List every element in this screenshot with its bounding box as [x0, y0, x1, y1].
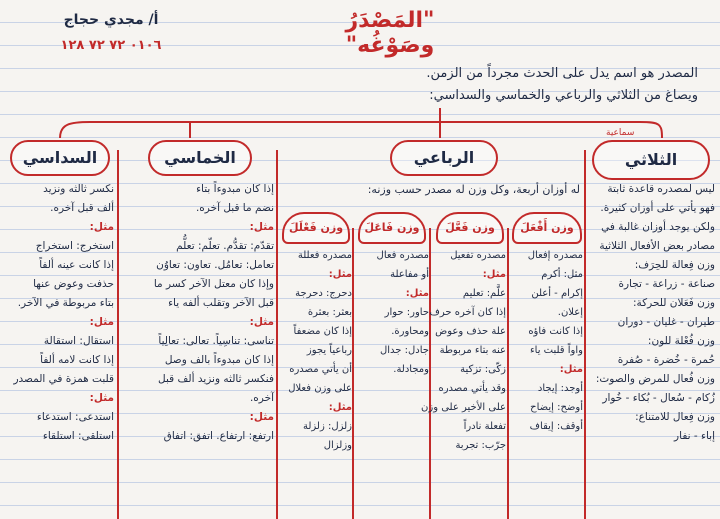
- fa3ala-line: مثل:: [482, 269, 506, 280]
- khumasi-line: آخره.: [249, 392, 274, 404]
- fa3ala-line: إذا كان آخره حرف: [429, 307, 506, 318]
- khumasi-line: مثل:: [249, 221, 274, 233]
- fa3lala-line: بعثر: بعثرة: [307, 307, 352, 318]
- faala-line: جادل: جدال: [380, 345, 429, 356]
- teacher-phone: ٠١٠٦ ٧٢ ٧٢ ١٢٨: [60, 38, 162, 53]
- formation-line: ويصاغ من الثلاثي والرباعي والخماسي والسداسي:: [429, 88, 698, 103]
- rubai-sub-fa3ala: وزن فَعَّلَ: [436, 212, 504, 244]
- khumasi-line: إذا كان مبدوءاً بتاء: [196, 183, 274, 195]
- afala-line: مثل: أكرم: [541, 269, 583, 280]
- fa3lala-line: مثل:: [328, 269, 352, 280]
- fa3lala-line: مثل:: [328, 402, 352, 413]
- fa3ala-line: جرّب: تجربة: [455, 440, 506, 451]
- afala-column: [511, 246, 583, 436]
- afala-line: إعلان.: [557, 307, 583, 318]
- sudasi-line: نكسر ثالثه ونزيد: [43, 183, 114, 195]
- teacher-name: أ/ مجدي حجاج: [63, 12, 159, 28]
- faala-line: مصدره فعال: [376, 250, 429, 261]
- faala-line: ومجادلة.: [393, 364, 429, 375]
- fa3ala-line: على الأخير على وزن: [421, 402, 506, 413]
- fa3lala-line: أن يأتي مصدره: [289, 364, 352, 375]
- fa3lala-line: رباعياً يجوز: [306, 345, 352, 356]
- sudasi-column: [4, 180, 114, 446]
- thulathi-note: سماعية: [606, 128, 635, 138]
- afala-line: إكرام - أعلن: [531, 288, 583, 299]
- rubai-sub-faala: وزن فَاعَلَ: [358, 212, 426, 244]
- sudasi-line: مثل:: [89, 316, 114, 328]
- fa3ala-line: مصدره تفعيل: [450, 250, 506, 261]
- fa3ala-line: زكّى: تزكية: [460, 364, 506, 375]
- khumasi-line: مثل:: [249, 411, 274, 423]
- thulathi-line: وزن فِعال للامتناع:: [635, 411, 715, 423]
- khumasi-line: وإذا كان معتل الآخر كسر ما: [153, 278, 274, 290]
- khumasi-line: مثل:: [249, 316, 274, 328]
- sudasi-line: مثل:: [89, 392, 114, 404]
- thulathi-column: [590, 180, 715, 446]
- sudasi-line: حذفت وعوض عنها: [33, 278, 114, 290]
- khumasi-line: تعامل: تعامُل. تعاون: تعاوُن: [156, 259, 274, 271]
- rubai-sub-afala: وزن أَفْعَلَ: [512, 212, 582, 244]
- khumasi-line: قبل الآخر وتقلب ألفه ياء: [168, 297, 274, 309]
- afala-line: مثل:: [559, 364, 583, 375]
- page-title: "المَصْدَرُ وصَوْغُه": [345, 8, 435, 58]
- fa3ala-line: عنه بتاء مربوطة: [439, 345, 506, 356]
- branch-thulathi: الثلاثي: [592, 140, 710, 180]
- branch-rubai: الرباعي: [390, 140, 498, 176]
- sudasi-line: استدعى: استدعاء: [36, 411, 114, 423]
- khumasi-line: تقدّم: تقدُّم. تعلّم: تعلُّم: [176, 240, 274, 252]
- branch-khumasi: الخماسي: [148, 140, 252, 176]
- fa3lala-line: على وزن فعلال: [288, 383, 352, 394]
- khumasi-column: [122, 180, 274, 446]
- khumasi-line: تناسى: تناسِياً. تعالى: تعالِياً: [158, 335, 274, 347]
- fa3ala-line: وقد يأتي مصدره: [438, 383, 506, 394]
- khumasi-line: ارتفع: ارتفاع. اتفق: اتفاق: [163, 430, 274, 442]
- thulathi-line: فهو يأتي على أوزان كثيرة.: [600, 202, 715, 214]
- thulathi-line: إباء - نفار: [674, 430, 715, 442]
- sudasi-line: بتاء مربوطة في الآخر.: [17, 297, 114, 309]
- fa3lala-line: إذا كان مضعفاً: [293, 326, 352, 337]
- definition-line: المصدر هو اسم يدل على الحدث مجرداً من الزمن.: [426, 66, 698, 81]
- sudasi-line: إذا كانت لامه ألفاً: [40, 354, 114, 366]
- sudasi-line: استلقى: استلقاء: [42, 430, 114, 442]
- rubai-intro: له أوزان أربعة، وكل وزن له مصدر حسب وزنه:: [367, 183, 580, 196]
- thulathi-line: وزن فُعال للمرض والصوت:: [595, 373, 715, 385]
- thulathi-line: وزن فُعْلة للون:: [647, 335, 715, 347]
- thulathi-line: صناعة - زراعة - تجارة: [618, 278, 715, 290]
- thulathi-line: طيران - غليان - دوران: [617, 316, 715, 328]
- faala-line: أو مفاعلة: [390, 269, 429, 280]
- faala-line: ومحاورة.: [391, 326, 429, 337]
- sudasi-line: ألف قبل آخره.: [50, 202, 114, 214]
- thulathi-line: ليس لمصدره قاعدة ثابتة: [607, 183, 715, 195]
- thulathi-line: ولكن يوجد أوزان غالبة في: [601, 221, 715, 233]
- fa3lala-line: دحرج: دحرجة: [295, 288, 352, 299]
- faala-column: [357, 246, 429, 379]
- thulathi-line: حُمرة - خُضرة - صُفرة: [617, 354, 715, 366]
- fa3lala-line: وزلزال: [323, 440, 352, 451]
- thulathi-line: وزن فِعالة للحِرَف:: [634, 259, 715, 271]
- faala-line: مثل:: [405, 288, 429, 299]
- thulathi-line: زُكام - سُعال - بُكاء - خُوار: [602, 392, 715, 404]
- sudasi-line: إذا كانت عينه ألفاً: [39, 259, 114, 271]
- fa3ala-line: علَّم: تعليم: [462, 288, 506, 299]
- fa3ala-column: [421, 246, 506, 455]
- afala-line: أوجد: إيجاد: [537, 383, 583, 394]
- fa3lala-column: [280, 246, 352, 455]
- khumasi-line: إذا كان مبدوءاً بالف وصل: [164, 354, 274, 366]
- afala-line: إذا كانت فاؤه: [528, 326, 583, 337]
- sudasi-line: استقال: استقالة: [43, 335, 114, 347]
- branch-sudasi: السداسي: [10, 140, 110, 176]
- afala-line: أوقف: إيقاف: [529, 421, 583, 432]
- afala-line: أوضح: إيضاح: [530, 402, 583, 413]
- sudasi-line: مثل:: [89, 221, 114, 233]
- fa3ala-line: علة حذف وعوض: [435, 326, 506, 337]
- afala-line: واواً قلبت ياء: [529, 345, 583, 356]
- fa3lala-line: مصدره فعللة: [297, 250, 352, 261]
- faala-line: حاور: حوار: [384, 307, 429, 318]
- khumasi-line: فنكسر ثالثه ونزيد ألف قبل: [158, 373, 274, 385]
- sudasi-line: استخرج: استخراج: [35, 240, 114, 252]
- khumasi-line: نضم ما قبل آخره.: [195, 202, 274, 214]
- fa3ala-line: تفعلة نادراً: [463, 421, 506, 432]
- afala-line: مصدره إفعال: [527, 250, 583, 261]
- fa3lala-line: زلزل: زلزلة: [302, 421, 352, 432]
- sudasi-line: قلبت همزة في المصدر: [13, 373, 114, 385]
- thulathi-line: وزن فَعَلان للحركة:: [632, 297, 715, 309]
- thulathi-line: مصادر بعض الأفعال الثلاثية: [599, 240, 715, 252]
- rubai-sub-fa3lala: وزن فَعْلَلَ: [282, 212, 350, 244]
